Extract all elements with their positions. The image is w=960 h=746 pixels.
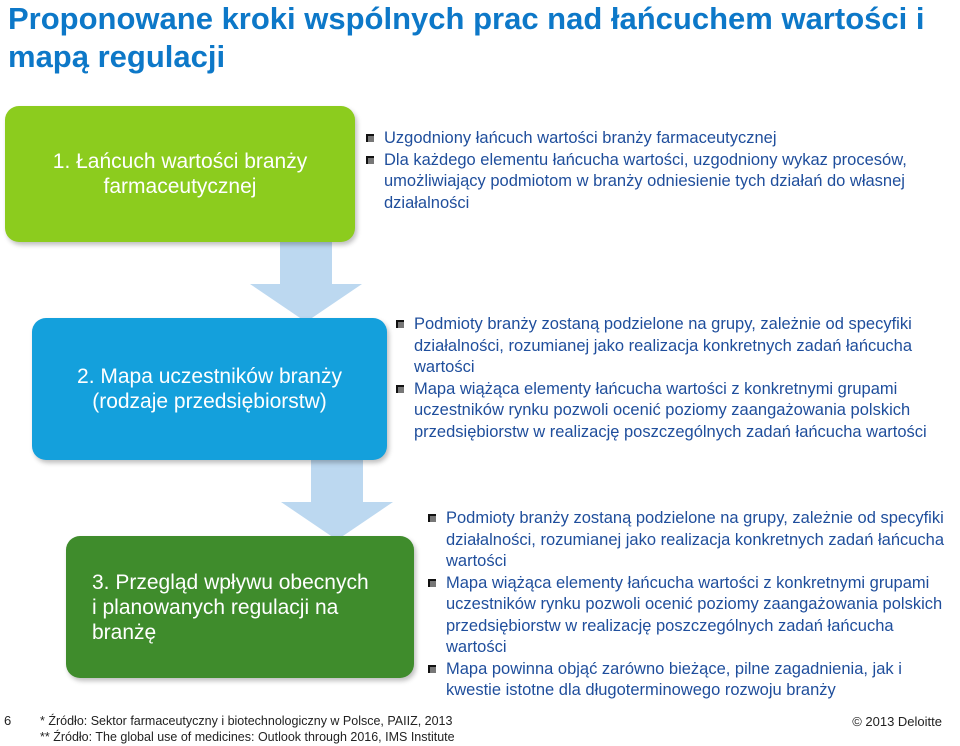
- bullet-item: Dla każdego elementu łańcucha wartości, uzgodniony wykaz procesów, umożliwiający podmiotom w branży odniesienie tych działań do własnej działalności: [366, 150, 926, 215]
- step-1-bullets: [366, 128, 926, 214]
- copyright: © 2013 Deloitte: [852, 714, 942, 729]
- step-1-label-line: 1. Łańcuch wartości branży: [52, 150, 308, 173]
- step-3-label-line: i planowanych regulacji na: [92, 595, 339, 619]
- down-arrow-1-to-2: [250, 240, 362, 322]
- footnote-line: * Źródło: Sektor farmaceutyczny i biotechnologiczny w Polsce, PAIIZ, 2013: [40, 714, 453, 728]
- bullet-item: Podmioty branży zostaną podzielone na grupy, zależnie od specyfiki działalności, rozumianej jako realizacja konkretnych zadań łańcucha wartości: [428, 508, 953, 573]
- step-1-box: [5, 106, 355, 242]
- page-number: 6: [4, 713, 12, 728]
- bullet-item: Uzgodniony łańcuch wartości branży farmaceutycznej: [366, 128, 926, 150]
- footnotes: [40, 713, 455, 745]
- bullet-item: Mapa wiążąca elementy łańcucha wartości z konkretnymi grupami uczestników rynku pozwoli ocenić poziomy zaangażowania polskich przedsiębiorstw w realizację poszczególnych zadań łańcucha wartości: [428, 573, 953, 659]
- square-bullet-icon: [428, 514, 436, 522]
- step-2-box: [32, 318, 387, 460]
- square-bullet-icon: [396, 320, 404, 328]
- bullet-item: Mapa wiążąca elementy łańcucha wartości z konkretnymi grupami uczestników rynku pozwoli ocenić poziomy zaangażowania polskich przedsiębiorstw w realizację poszczególnych zadań łańcucha wartości: [396, 379, 960, 444]
- square-bullet-icon: [428, 665, 436, 673]
- step-2-label-line: (rodzaje przedsiębiorstw): [92, 390, 327, 413]
- step-3-bullets: [428, 508, 953, 702]
- step-3-label-line: 3. Przegląd wpływu obecnych: [92, 570, 369, 594]
- bullet-item: Podmioty branży zostaną podzielone na grupy, zależnie od specyfiki działalności, rozumianej jako realizacja konkretnych zadań łańcucha wartości: [396, 314, 960, 379]
- down-arrow-shape: [250, 240, 362, 322]
- page-title: Proponowane kroki wspólnych prac nad łańcuchem wartości i mapą regulacji: [8, 1, 925, 74]
- step-2-label-line: 2. Mapa uczestników branży: [77, 365, 342, 388]
- square-bullet-icon: [366, 134, 374, 142]
- square-bullet-icon: [396, 385, 404, 393]
- down-arrow-shape: [281, 458, 393, 540]
- step-3-label-line: branżę: [92, 620, 157, 644]
- step-1-label-line: farmaceutycznej: [103, 175, 257, 198]
- square-bullet-icon: [366, 156, 374, 164]
- step-3-box: [66, 536, 414, 678]
- footnote-line: ** Źródło: The global use of medicines: Outlook through 2016, IMS Institute: [40, 730, 455, 744]
- step-2-bullets: [396, 314, 960, 443]
- down-arrow-2-to-3: [281, 458, 393, 540]
- square-bullet-icon: [428, 579, 436, 587]
- bullet-item: Mapa powinna objąć zarówno bieżące, pilne zagadnienia, jak i kwestie istotne dla długoterminowego rozwoju branży: [428, 659, 953, 702]
